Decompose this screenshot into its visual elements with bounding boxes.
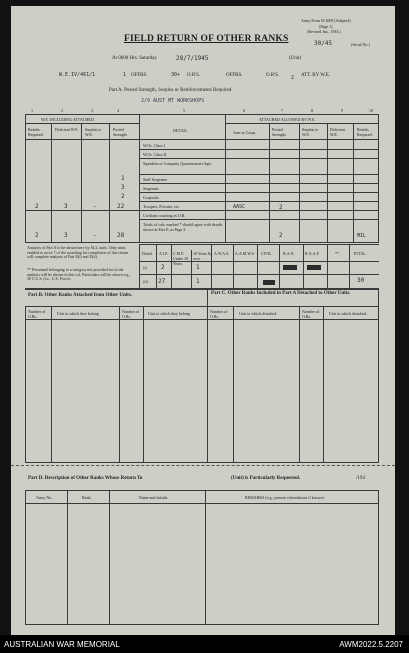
- head-r-deficient: Deficient W.E.: [330, 127, 345, 137]
- an-head-aamws: A.A.M.W.S.: [235, 251, 255, 256]
- detail-row: Civilians counting as O.R.: [143, 213, 186, 218]
- serial-value: 30/45: [314, 40, 333, 47]
- analysis-note: Analysis of Part A to be shown here by ALL units. Only units entitled to serve 7 of the awarding for completion of this return will complete analysis of Part E(i) and E(ii).: [27, 245, 128, 260]
- date-value: 28/7/1945: [176, 55, 209, 62]
- archive-footer: [0, 635, 409, 653]
- col-number: 8: [311, 108, 313, 113]
- an-head-total: TOTAL.: [353, 251, 367, 256]
- part-d-head: Army No.: [36, 495, 53, 500]
- total-reinf: 2: [35, 232, 39, 239]
- footer-institution: AUSTRALIAN WAR MEMORIAL: [4, 640, 120, 649]
- detail-label: DETAIL.: [173, 128, 189, 133]
- part-b-head: Number of O.Rs.: [122, 309, 140, 319]
- date-prefix: At 0600 Hrs. Saturday: [112, 56, 157, 61]
- an-total: 30: [357, 277, 365, 284]
- detail-row: W.Os. Class I.: [143, 143, 166, 148]
- offrs-label: OFFRS.: [131, 73, 148, 78]
- col-number: 1: [31, 108, 33, 113]
- part-b-title: Part B. Other Ranks Attached from Other Units.: [28, 293, 133, 298]
- deficient-value: 3: [64, 203, 68, 210]
- part-b-head: Unit to which they belong: [148, 311, 190, 316]
- an-row-label: (ii): [143, 279, 148, 284]
- redaction-block: [263, 280, 275, 285]
- ors-label: O.R'S.: [187, 73, 201, 78]
- head-surplus: Surplus to W.E.: [85, 127, 102, 137]
- posted-corporals: 2: [121, 193, 125, 200]
- arm-value: AASC: [233, 204, 246, 210]
- detail-row: Corporals: [143, 195, 159, 200]
- col-number: 4: [117, 108, 119, 113]
- an-value-a: 2: [161, 264, 165, 271]
- an-value-b: 1: [196, 264, 200, 271]
- posted-troopers: 22: [117, 203, 125, 210]
- offrs2-label: OFFRS.: [226, 73, 243, 78]
- an-value-d: 1: [196, 278, 200, 285]
- total-posted: 28: [117, 232, 125, 239]
- total-surplus: -: [93, 232, 97, 239]
- part-c-title: Part C. Other Ranks Included in Part A Detached to Other Units.: [211, 291, 351, 296]
- head-r-posted: Posted Strength.: [272, 127, 287, 137]
- serial-label: (Serial No.): [351, 42, 370, 47]
- ors2-label: O.R'S.: [266, 73, 280, 78]
- col-number: 6: [243, 108, 245, 113]
- total-deficient: 3: [64, 232, 68, 239]
- detail-row: Troopers, Privates, etc.: [143, 204, 180, 209]
- attached-allowed-label: ATTACHED ALLOWED BY W.E.: [259, 117, 316, 122]
- right-posted: 2: [279, 204, 283, 211]
- mil-value: MIL: [357, 233, 367, 239]
- part-d-head: Name and initials.: [139, 495, 169, 500]
- detail-row: Sergeants: [143, 186, 159, 191]
- offrs-value: 1: [123, 72, 127, 78]
- col-number: 9: [341, 108, 343, 113]
- an-row-label: (i): [143, 265, 147, 270]
- redaction-block: [283, 265, 297, 270]
- form-id-line3: (Revised Jan., 1943.): [307, 29, 341, 34]
- detail-row: Totals of cols. marked * should agree with details shown in Part E on Page 2.: [143, 222, 223, 232]
- part-d-title: Part D. Description of Other Ranks Whose Return To: [28, 476, 143, 481]
- surplus-value: -: [93, 203, 97, 210]
- an-head-cmf-over: 18 Years & over.: [193, 251, 211, 261]
- part-b-head: Unit to which they belong: [57, 311, 99, 316]
- col-number: 2: [61, 108, 63, 113]
- detail-row: W.Os. Class II.: [143, 152, 168, 157]
- part-c-head: Unit to which detached.: [239, 311, 278, 316]
- part-c-head: Unit to which detached.: [329, 311, 368, 316]
- an-head-ran: R.A.N.: [283, 251, 295, 256]
- head-arm: Arm or Corps.: [233, 130, 257, 135]
- an-head-civil: CIVIL.: [261, 251, 273, 256]
- part-c-head: Number of O.Rs.: [210, 309, 228, 319]
- head-posted: Posted Strength.: [113, 127, 128, 137]
- form-id-line1: Army Form W.3009 (Adapted): [301, 18, 351, 23]
- we-including-label: W.E. INCLUDING ATTACHED.: [41, 117, 95, 122]
- we-value: W.E.IV/461/1: [59, 72, 96, 78]
- an-head-cmf-under: C.M.F. Under 18 Years.: [173, 251, 188, 266]
- ors-value: 30+: [171, 72, 181, 78]
- an-head-awas: A.W.A.S.: [214, 251, 230, 256]
- col-number: 5: [183, 108, 185, 113]
- reinf-value: 2: [35, 203, 39, 210]
- detail-row: Staff Sergeants: [143, 177, 168, 182]
- part-d-unit: (Unit) is Particularly Requested.: [231, 476, 301, 481]
- part-b-head: Number of O.Rs.: [28, 309, 46, 319]
- detail-row: Squadron or Company Quartermaster Sgts.: [143, 161, 212, 166]
- form-id-line2: (Page 1): [319, 24, 333, 29]
- posted-staff: 1: [121, 175, 125, 182]
- part-d-head: REMARKS (e.g., present whereabouts if known).: [245, 495, 325, 500]
- an-head-aif: A.I.F.: [159, 251, 169, 256]
- an-head-other: **: [335, 251, 339, 256]
- unit-label: (Unit): [289, 56, 302, 61]
- analysis-note-2: ** Personnel belonging to a category not provided for in the analysis will be shown in this col. Particulars will be shown e.g., 30 C.C.S. (i.e., U.S. Force).: [27, 267, 131, 282]
- an-head-raaf: R.A.A.F.: [305, 251, 320, 256]
- head-deficient: Deficient W.E.: [55, 127, 79, 132]
- col-number: 3: [91, 108, 93, 113]
- posted-sergeants: 3: [121, 184, 125, 191]
- ors2-value: 2: [291, 75, 295, 81]
- footer-accession: AWM2022.5.2207: [339, 640, 403, 649]
- form-sheet: [11, 6, 395, 635]
- part-d-head: Rank.: [82, 495, 92, 500]
- part-d-date: /194: [356, 476, 365, 481]
- an-value-c: 27: [158, 278, 166, 285]
- an-head-detail: Detail.: [142, 251, 153, 256]
- head-r-reinfts: Reinfts. Required.: [357, 127, 373, 137]
- head-reinfts: Reinfts. Required.: [28, 127, 44, 137]
- att-label: ATT. BY W.E.: [301, 73, 331, 78]
- part-c-head: Number of O.Rs.: [302, 309, 320, 319]
- redaction-block: [307, 265, 321, 270]
- form-title: FIELD RETURN OF OTHER RANKS: [124, 34, 289, 44]
- part-a-title: Part A. Posted Strength, Surplus or Reinforcements Required.: [109, 88, 233, 93]
- head-r-surplus: Surplus to W.E.: [302, 127, 319, 137]
- col-number: 7: [281, 108, 283, 113]
- col-number: 10: [369, 108, 373, 113]
- total-right-posted: 2: [279, 232, 283, 239]
- unit-stamp: 2/9 AUST MT WORKSHOPS: [141, 98, 205, 104]
